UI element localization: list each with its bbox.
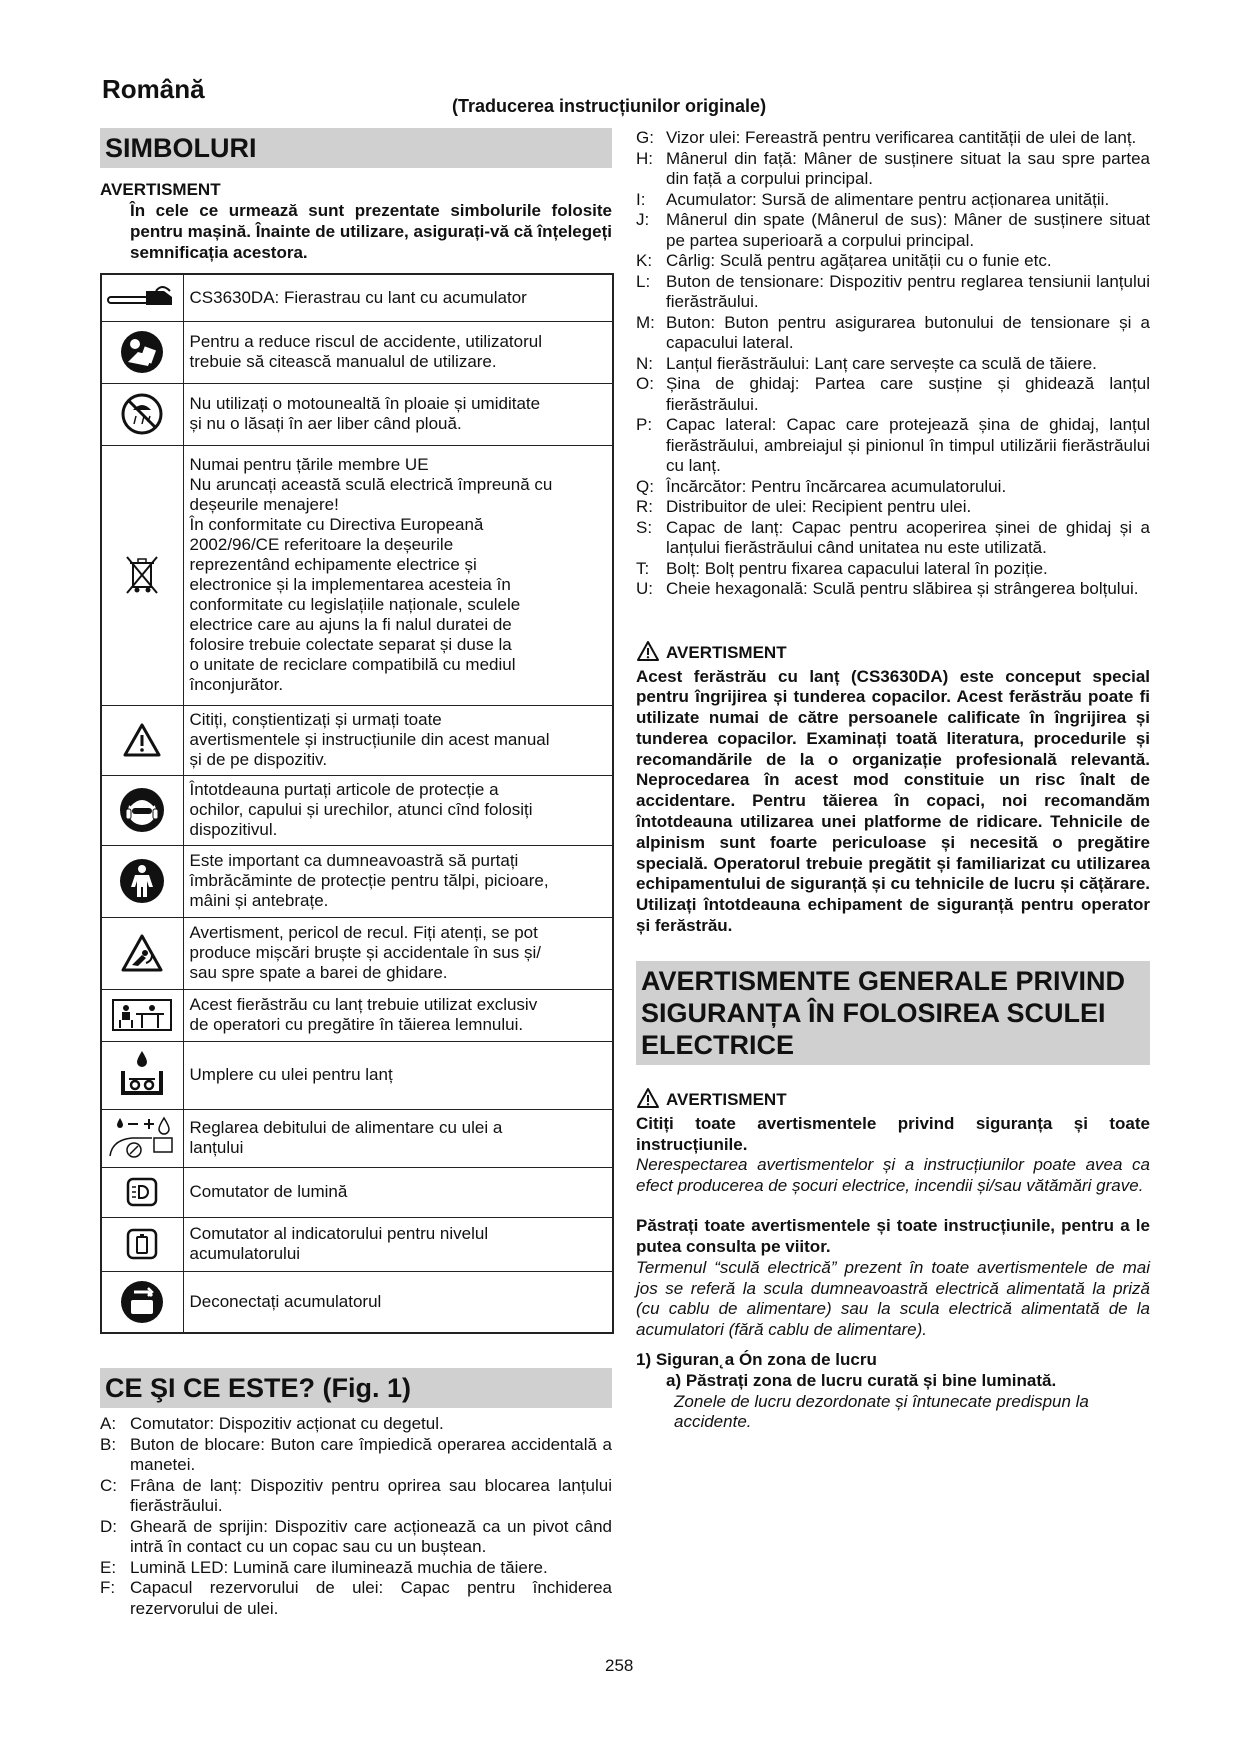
list-item: P: Capac lateral: Capac care protejează șina de ghidaj, lanțul fierăstrăului, ambreiajul și pinionul în timpul utilizării fierăstrăului cu lanț. [636, 415, 1150, 475]
symbols-heading: SIMBOLURI [100, 128, 612, 168]
symbol-row [101, 705, 613, 775]
list-item: D: Gheară de sprijin: Dispozitiv care acționează ca un pivot când intră în contact cu un copac sau cu un buștean. [100, 1516, 612, 1556]
warning-triangle-icon [636, 640, 660, 667]
symbol-row [101, 845, 613, 917]
warning-label: AVERTISMENT [666, 643, 787, 662]
list-item: Q: Încărcător: Pentru încărcarea acumulatorului. [636, 476, 1007, 496]
symbol-text: Numai pentru țările membre UE Nu aruncați această sculă electrică împreună cu deșeurile menajere! În conformitate cu Directiva Europeană 2002/96/CE referitoare la deșeurile reprezentând echipamente electrice și electronice și la implementarea acesteia în conformitate cu legislațiile naționale, sculele electrice care au ajuns la fi nalul duratei de folosire trebuie colectate separat și duse la o unitate de reciclare compatibilă cu mediul înconjurător. [189, 455, 553, 694]
list-item: L: Buton de tensionare: Dispozitiv pentru reglarea tensiunii lanțului fierăstrăului. [636, 271, 1150, 311]
symbol-row [101, 1271, 613, 1333]
warning-heading [636, 1087, 1150, 1114]
list-item: G: Vizor ulei: Fereastră pentru verificarea cantității de ulei de lanț. [636, 128, 1137, 147]
symbol-row [101, 321, 613, 383]
symbol-text: Nu utilizați o motounealtă în ploaie și umiditate și nu o lăsați în aer liber când plouă. [189, 394, 541, 433]
work-area-clean-text: Zonele de lucru dezordonate și întunecate predispun la accidente. [674, 1391, 1089, 1432]
symbol-text: Reglarea debitului de alimentare cu ulei a lanțului [189, 1118, 503, 1157]
translation-subtitle: (Traducerea instrucțiunilor originale) [452, 96, 767, 116]
symbol-text: Comutator de lumină [189, 1182, 348, 1201]
read-warnings-text: Citiți toate avertismentele privind siguranța și toate instrucțiunile. [636, 1113, 1150, 1154]
page-number: 258 [605, 1656, 634, 1675]
symbol-text: Acest fierăstrău cu lanț trebuie utilizat exclusiv de operatori cu pregătire în tăierea lemnului. [189, 995, 538, 1034]
protective-clothing-icon [105, 858, 180, 904]
symbol-row [101, 383, 613, 445]
list-item: T: Bolț: Bolț pentru fixarea capacului lateral în poziție. [636, 558, 1048, 578]
right-column [636, 128, 1150, 1433]
list-item: O: Șina de ghidaj: Partea care susține și ghidează lanțul fierăstrăului. [636, 374, 1150, 414]
list-item: I: Acumulator: Sursă de alimentare pentru acționarea unității. [636, 189, 1110, 209]
symbol-row [101, 445, 613, 705]
list-item: A: Comutator: Dispozitiv acționat cu degetul. [100, 1414, 444, 1433]
symbol-row [101, 274, 613, 321]
symbols-table [100, 273, 614, 1334]
warning-triangle-icon [636, 1087, 660, 1114]
read-warnings-consequence: Nerespectarea avertismentelor și a instrucțiunilor poate avea ca efect producerea de șocuri electrice, incendii și/sau vătămări grave. [636, 1155, 1150, 1195]
parts-list-left [100, 1414, 612, 1619]
warning-heading [636, 640, 1150, 667]
general-safety-heading: AVERTISMENTE GENERALE PRIVIND SIGURANȚA ÎN FOLOSIREA SCULEI ELECTRICE [636, 961, 1150, 1065]
power-tool-definition: Termenul “sculă electrică” prezent în toate avertismentele de mai jos se referă la scula dumneavoastră electrică alimentată la priză (cu cablu de alimentare) sau la scula electrică alimentată de la acumulatori (fără cablu de alimentare). [636, 1258, 1150, 1339]
arborist-warning-text: Acest ferăstrău cu lanț (CS3630DA) este conceput special pentru îngrijirea și tunderea copacilor. Acest ferăstrău poate fi utilizate numai de către persoanele calificate în îngrijirea și tunderea copacilor. Examinați toată literatura, procedurile și recomandările de la o organizație profesională relevantă. Neprocedarea în acest mod constituie un risc înalt de accidentare. Pentru tăierea în copaci, noi recomandăm întotdeauna utilizarea unei platforme de ridicare. Tehnicile de alpinism sunt foarte periculoase și necesită o pregătire specială. Operatorul trebuie pregătit și familiarizat cu utilizarea echipamentului de siguranță și cu tehnicile de lucru și cățărare. Utilizați întotdeauna echipament de siguranță pentru operator și ferăstrău. [636, 666, 1150, 936]
list-item: N: Lanțul fierăstrăului: Lanț care servește ca sculă de tăiere. [636, 353, 1097, 373]
read-manual-icon [105, 330, 180, 374]
symbol-row [101, 1109, 613, 1167]
symbol-row [101, 1167, 613, 1217]
symbols-intro: În cele ce urmează sunt prezentate simbolurile folosite pentru mașină. Înainte de utilizare, asigurați-vă că înțelegeți semnificația acestora. [130, 201, 612, 262]
kickback-warning-icon [105, 933, 180, 973]
work-area-safety-heading: 1) Siguran˛a Ón zona de lucru [636, 1350, 877, 1370]
what-section-heading: CE ŞI CE ESTE? (Fig. 1) [100, 1368, 612, 1408]
left-column [100, 128, 612, 1619]
list-item: K: Cârlig: Sculă pentru agățarea unității cu o funie etc. [636, 251, 1052, 270]
list-item: C: Frâna de lanț: Dispozitiv pentru oprirea sau blocarea lanțului fierăstrăului. [100, 1475, 612, 1515]
light-switch-icon [105, 1177, 180, 1207]
keep-warnings-text: Păstrați toate avertismentele și toate instrucțiunile, pentru a le putea consulta pe viitor. [636, 1216, 1150, 1257]
symbol-text: Pentru a reduce riscul de accidente, utilizatorul trebuie să citească manualul de utilizare. [189, 332, 542, 371]
list-item: R: Distribuitor de ulei: Recipient pentru ulei. [636, 497, 972, 516]
symbol-text: Este important ca dumneavoastră să purtați îmbrăcăminte de protecție pentru tălpi, picioare, mâini și antebrațe. [189, 851, 549, 910]
symbol-row [101, 917, 613, 989]
symbol-text: CS3630DA: Fierastrau cu lant cu acumulator [189, 287, 527, 307]
symbol-text: Comutator al indicatorului pentru nivelul acumulatorului [189, 1224, 489, 1263]
list-item: M: Buton: Buton pentru asigurarea butonului de tensionare și a capacului lateral. [636, 312, 1150, 352]
oil-fill-icon [105, 1049, 180, 1101]
symbol-text: Avertisment, pericol de recul. Fiți atenți, se pot produce mișcări bruște și accidentale în sus și/ sau spre spate a barei de ghidare. [189, 923, 541, 982]
work-area-clean-item: a) Păstrați zona de lucru curată și bine luminată. [666, 1370, 1057, 1390]
disconnect-battery-icon [105, 1280, 180, 1324]
symbol-row [101, 1041, 613, 1109]
oil-flow-adjust-icon [105, 1116, 180, 1160]
symbol-text: Întotdeauna purtați articole de protecție a ochilor, capului și urechilor, atunci cînd folosiți dispozitivul. [189, 780, 533, 839]
weee-bin-icon [105, 553, 180, 597]
list-item: U: Cheie hexagonală: Sculă pentru slăbirea și strângerea bolțului. [636, 579, 1139, 598]
list-item: S: Capac de lanț: Capac pentru acoperirea șinei de ghidaj și a lanțului fierăstrăului când unitatea nu este utilizată. [636, 517, 1150, 557]
symbol-text: Umplere cu ulei pentru lanț [189, 1065, 393, 1084]
language-title: Română [102, 74, 205, 104]
parts-list-right [636, 128, 1150, 600]
symbols-warning-label: AVERTISMENT [100, 180, 221, 199]
list-item: B: Buton de blocare: Buton care împiedică operarea accidentală a manetei. [100, 1434, 612, 1474]
warning-triangle-icon [105, 722, 180, 758]
list-item: F: Capacul rezervorului de ulei: Capac pentru închiderea rezervorului de ulei. [100, 1578, 612, 1618]
chainsaw-icon [105, 283, 180, 313]
no-rain-icon [105, 392, 180, 436]
battery-indicator-icon [105, 1228, 180, 1260]
list-item: H: Mânerul din față: Mâner de susținere situat la sau spre partea din față a corpului principal. [636, 148, 1150, 188]
list-item: J: Mânerul din spate (Mânerul de sus): Mâner de susținere situat pe partea superioară a corpului principal. [636, 210, 1150, 250]
symbol-text: Citiți, conștientizați și urmați toate avertismentele și instrucțiunile din acest manual și de pe dispozitiv. [189, 710, 550, 769]
symbol-row [101, 1217, 613, 1271]
list-item: E: Lumină LED: Lumină care iluminează muchia de tăiere. [100, 1557, 548, 1577]
symbol-row [101, 989, 613, 1041]
trained-operator-icon [105, 999, 180, 1031]
protective-gear-icon [105, 787, 180, 833]
warning-label: AVERTISMENT [666, 1090, 787, 1110]
symbol-text: Deconectați acumulatorul [189, 1291, 382, 1311]
symbol-row [101, 775, 613, 845]
